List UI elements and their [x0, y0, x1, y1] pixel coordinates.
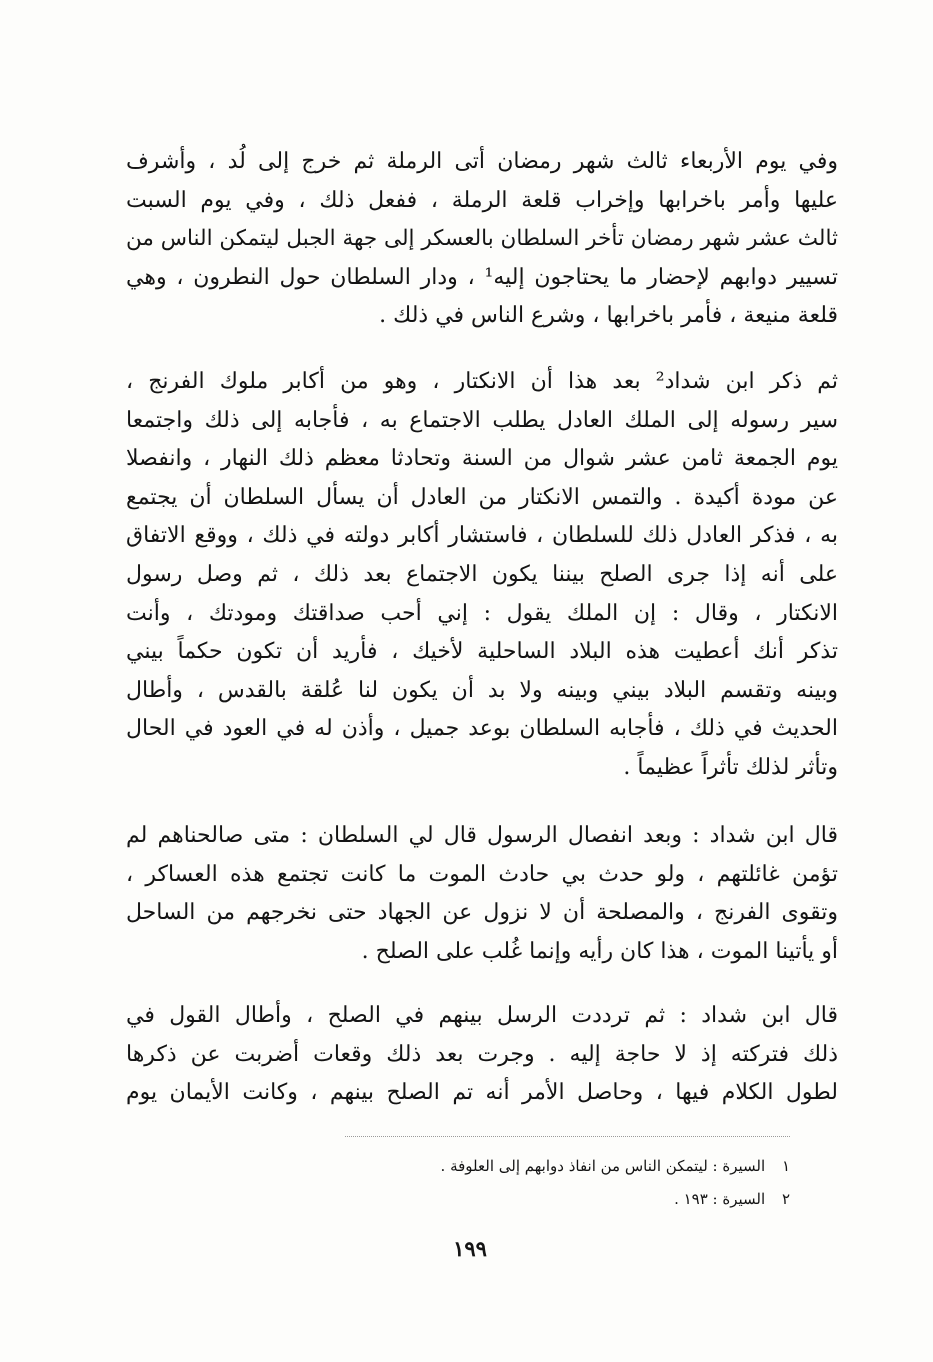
text-line: عليها وأمر باخرابها وإخراب قلعة الرملة ، ففعل ذلك ، وفي يوم السبت [126, 187, 838, 213]
text-line: لطول الكلام فيها ، وحاصل الأمر أنه تم الصلح بينهم ، وكانت الأيمان يوم [126, 1080, 838, 1106]
text-line: عن مودة أكيدة . والتمس الانكتار من العادل أن يسأل السلطان أن يجتمع [126, 484, 838, 510]
text-line: وتقوى الفرنج ، والمصلحة أن لا نزول عن الجهاد حتى نخرجهم من الساحل [126, 900, 838, 926]
paragraph-4 [126, 997, 838, 1113]
text-line: تسيير دوابهم لإحضار ما يحتاجون إليه¹ ، ودار السلطان حول النطرون ، وهي [126, 264, 838, 290]
text-line: قال ابن شداد : وبعد انفصال الرسول قال لي السلطان : متى صالحناهم لم [126, 823, 838, 848]
footnote-text: السيرة : ١٩٣ . [674, 1190, 766, 1208]
text-line: به ، فذكر العادل ذلك للسلطان ، فاستشار أكابر دولته في ذلك ، ووقع الاتفاق [126, 523, 838, 549]
text-line: قال ابن شداد : ثم ترددت الرسل بينهم في الصلح ، وأطال القول في [126, 1003, 838, 1028]
text-line: وبينه وتقسم البلاد بيني وبينه ولا بد أن يكون لنا عُلقة بالقدس ، وأطال [126, 677, 838, 703]
text-line: ثالث عشر شهر رمضان تأخر السلطان بالعسكر إلى جهة الجبل ليتمكن الناس من [126, 226, 838, 252]
text-line: تذكر أنك أعطيت هذه البلاد الساحلية لأخيك ، فأريد أن تكون حكماً بيني [126, 639, 838, 665]
footnote-divider [345, 1136, 790, 1137]
footnote-number: ١ [781, 1157, 790, 1175]
text-line: وفي يوم الأربعاء ثالث شهر رمضان أتى الرملة ثم خرج إلى لُد ، وأشرف [126, 149, 838, 174]
paragraph-3 [126, 817, 838, 971]
text-line: الحديث في ذلك ، فأجابه السلطان بوعد جميل ، وأذن له في العود في الحال [126, 716, 838, 742]
text-line: وتأثر لذلك تأثراً عظيماً . [623, 754, 838, 780]
paragraph-1 [126, 143, 838, 336]
footnote-1 [330, 1150, 790, 1183]
page-number: ١٩٩ [453, 1236, 487, 1261]
footnote-text: السيرة : ليتمكن الناس من انفاذ دوابهم إلى العلوفة . [440, 1157, 766, 1175]
text-line: أو يأتينا الموت ، هذا كان رأيه وإنما غُلب على الصلح . [361, 938, 838, 964]
text-line: ثم ذكر ابن شداد² بعد هذا أن الانكتار ، وهو من أكابر ملوك الفرنج ، [126, 369, 839, 394]
text-line: ذلك فتركته إذ لا حاجة إليه . وجرت بعد ذلك وقعات أضربت عن ذكرها [126, 1041, 838, 1067]
footnote-2 [330, 1183, 790, 1216]
text-line: يوم الجمعة ثامن عشر شوال من السنة وتحادثا معظم ذلك النهار ، وانفصلا [126, 446, 838, 472]
text-line: الانكتار ، وقال : إن الملك يقول : إني أحب صداقتك ومودتك ، وأنت [126, 600, 838, 626]
footnote-number: ٢ [781, 1190, 790, 1208]
paragraph-2 [126, 363, 838, 788]
footnotes [330, 1150, 790, 1216]
text-line: تؤمن غائلتهم ، ولو حدث بي حادث الموت ما كانت تجتمع هذه العساكر ، [126, 861, 838, 887]
text-line: على أنه إذا جرى الصلح بيننا يكون الاجتماع بعد ذلك ، ثم وصل رسول [126, 561, 838, 587]
text-line: سير رسوله إلى الملك العادل يطلب الاجتماع به ، فأجابه إلى ذلك واجتمعا [126, 407, 838, 433]
text-line: قلعة منيعة ، فأمر باخرابها ، وشرع الناس في ذلك . [379, 303, 838, 329]
